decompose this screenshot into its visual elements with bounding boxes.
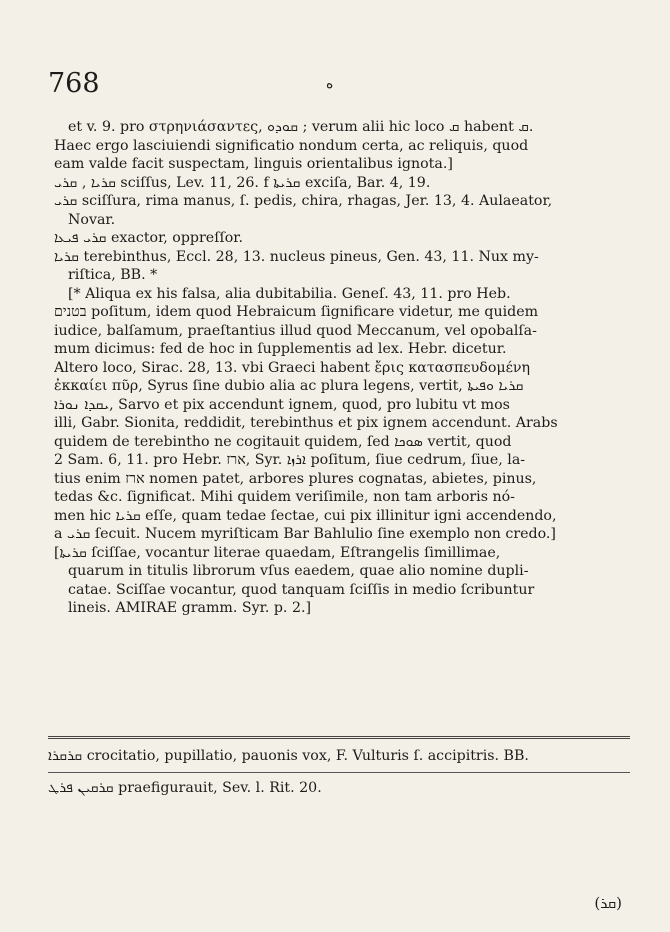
note-line: iudice, balſamum, praeſtantius illud quod Meccanum, vel opobalſa-: [54, 322, 537, 339]
note-line: 2 Sam. 6, 11. pro Hebr. ארז, Syr. ܐܪܙܐ poſitum, ſiue cedrum, ſiue, la-: [54, 452, 526, 468]
note-line: Altero loco, Sirac. 28, 13. vbi Graeci habent ἔρις κατασπευδομένη: [54, 359, 531, 376]
entry-line: ܩܪܝܐ , ܩܪܝ sciſſus, Lev. 11, 26. f ܩܪܝܬܐ exciſa, Bar. 4, 19.: [54, 174, 431, 191]
note-line: tius enim ארז nomen patet, arbores plures cognatas, abietes, pinus,: [54, 470, 537, 487]
note-line: illi, Gabr. Sionita, reddidit, terebinthus et pix ignem accendunt. Arabs: [54, 415, 558, 431]
dictionary-entries: [54, 118, 630, 618]
note-line: mum dicimus: fed de hoc in ſupplementis ad lex. Hebr. dicetur.: [54, 341, 507, 357]
entry-line: ܩܪܝ sciſſura, rima manus, ſ. pedis, chira, rhagas, Jer. 13, 4. Aulaeator,: [54, 193, 553, 209]
text-line: riſtica, BB. *: [68, 267, 158, 283]
text-line: et v. 9. pro στρηνιάσαντες, ܩܘܕܘ ; verum alii hic loco ܩ habent ܩ.: [68, 119, 534, 135]
note-line: בטנים poſitum, idem quod Hebraicum ſignificare videtur, me quidem: [54, 304, 539, 320]
text-line: lineis. AMIRAE gramm. Syr. p. 2.]: [68, 600, 312, 616]
text-line: Novar.: [68, 211, 116, 228]
text-line: eam valde facit suspectam, linguis orientalibus ignota.]: [54, 156, 453, 172]
text-line: Haec ergo lasciuiendi significatio nondum certa, ac reliquis, quod: [54, 137, 529, 154]
entry-line: ܩܪܝ ܦܝܥܐ exactor, oppreſſor.: [54, 230, 243, 246]
note-line: ἐκκαίει πῦρ, Syrus ſine dubio alia ac plura legens, vertit, ܩܪܝܐ ܘܦܝܬܐ: [54, 378, 524, 394]
entry-line: ܩܪܝܐ terebinthus, Eccl. 28, 13. nucleus pineus, Gen. 43, 11. Nux my-: [54, 248, 539, 265]
page-header: [48, 68, 630, 108]
text-line: catae. Sciſſae vocantur, quod tanquam ſciſſis in medio ſcribuntur: [68, 581, 535, 598]
page-number: 768: [48, 68, 100, 99]
section-rule: [48, 772, 630, 773]
entry-line: ܩܪܩܝܢ ܦܪܛ praefigurauit, Sev. l. Rit. 20.: [48, 780, 322, 796]
running-head: ﻩ: [326, 76, 334, 92]
note-line: ܝܩܕܐ ܢܘܪܐ, Sarvo et pix accendunt ignem, quod, pro lubitu vt mos: [54, 396, 510, 413]
note-line: men hic ܩܪܝܐ eſſe, quam tedae ſectae, cui pix illinitur igni accendendo,: [54, 507, 557, 524]
note-line: [* Aliqua ex his falsa, alia dubitabilia. Geneſ. 43, 11. pro Heb.: [68, 285, 511, 302]
note-line: tedas &c. ſignificat. Mihi quidem veriſimile, non tam arboris nó-: [54, 489, 515, 505]
section-rule: [48, 736, 630, 739]
catchword: (ܩܪ): [594, 894, 622, 912]
note-line: quidem de terebintho ne cogitauit quidem, ſed ܣܘܟܐ vertit, quod: [54, 433, 512, 450]
entry-line: ܩܪܩܪܐ crocitatio, pupillatio, pauonis vox, F. Vulturis ſ. accipitris. BB.: [48, 748, 529, 764]
entry-line: [ܩܪܝܬܐ ſciſſae, vocantur literae quaedam, Eſtrangelis ſimillimae,: [54, 544, 501, 561]
note-line: a ܩܪܝ ſecuit. Nucem myriſticam Bar Bahlulio ſine exemplo non credo.]: [54, 526, 556, 542]
text-line: quarum in titulis librorum vſus eaedem, quae alio nomine dupli-: [68, 563, 529, 579]
